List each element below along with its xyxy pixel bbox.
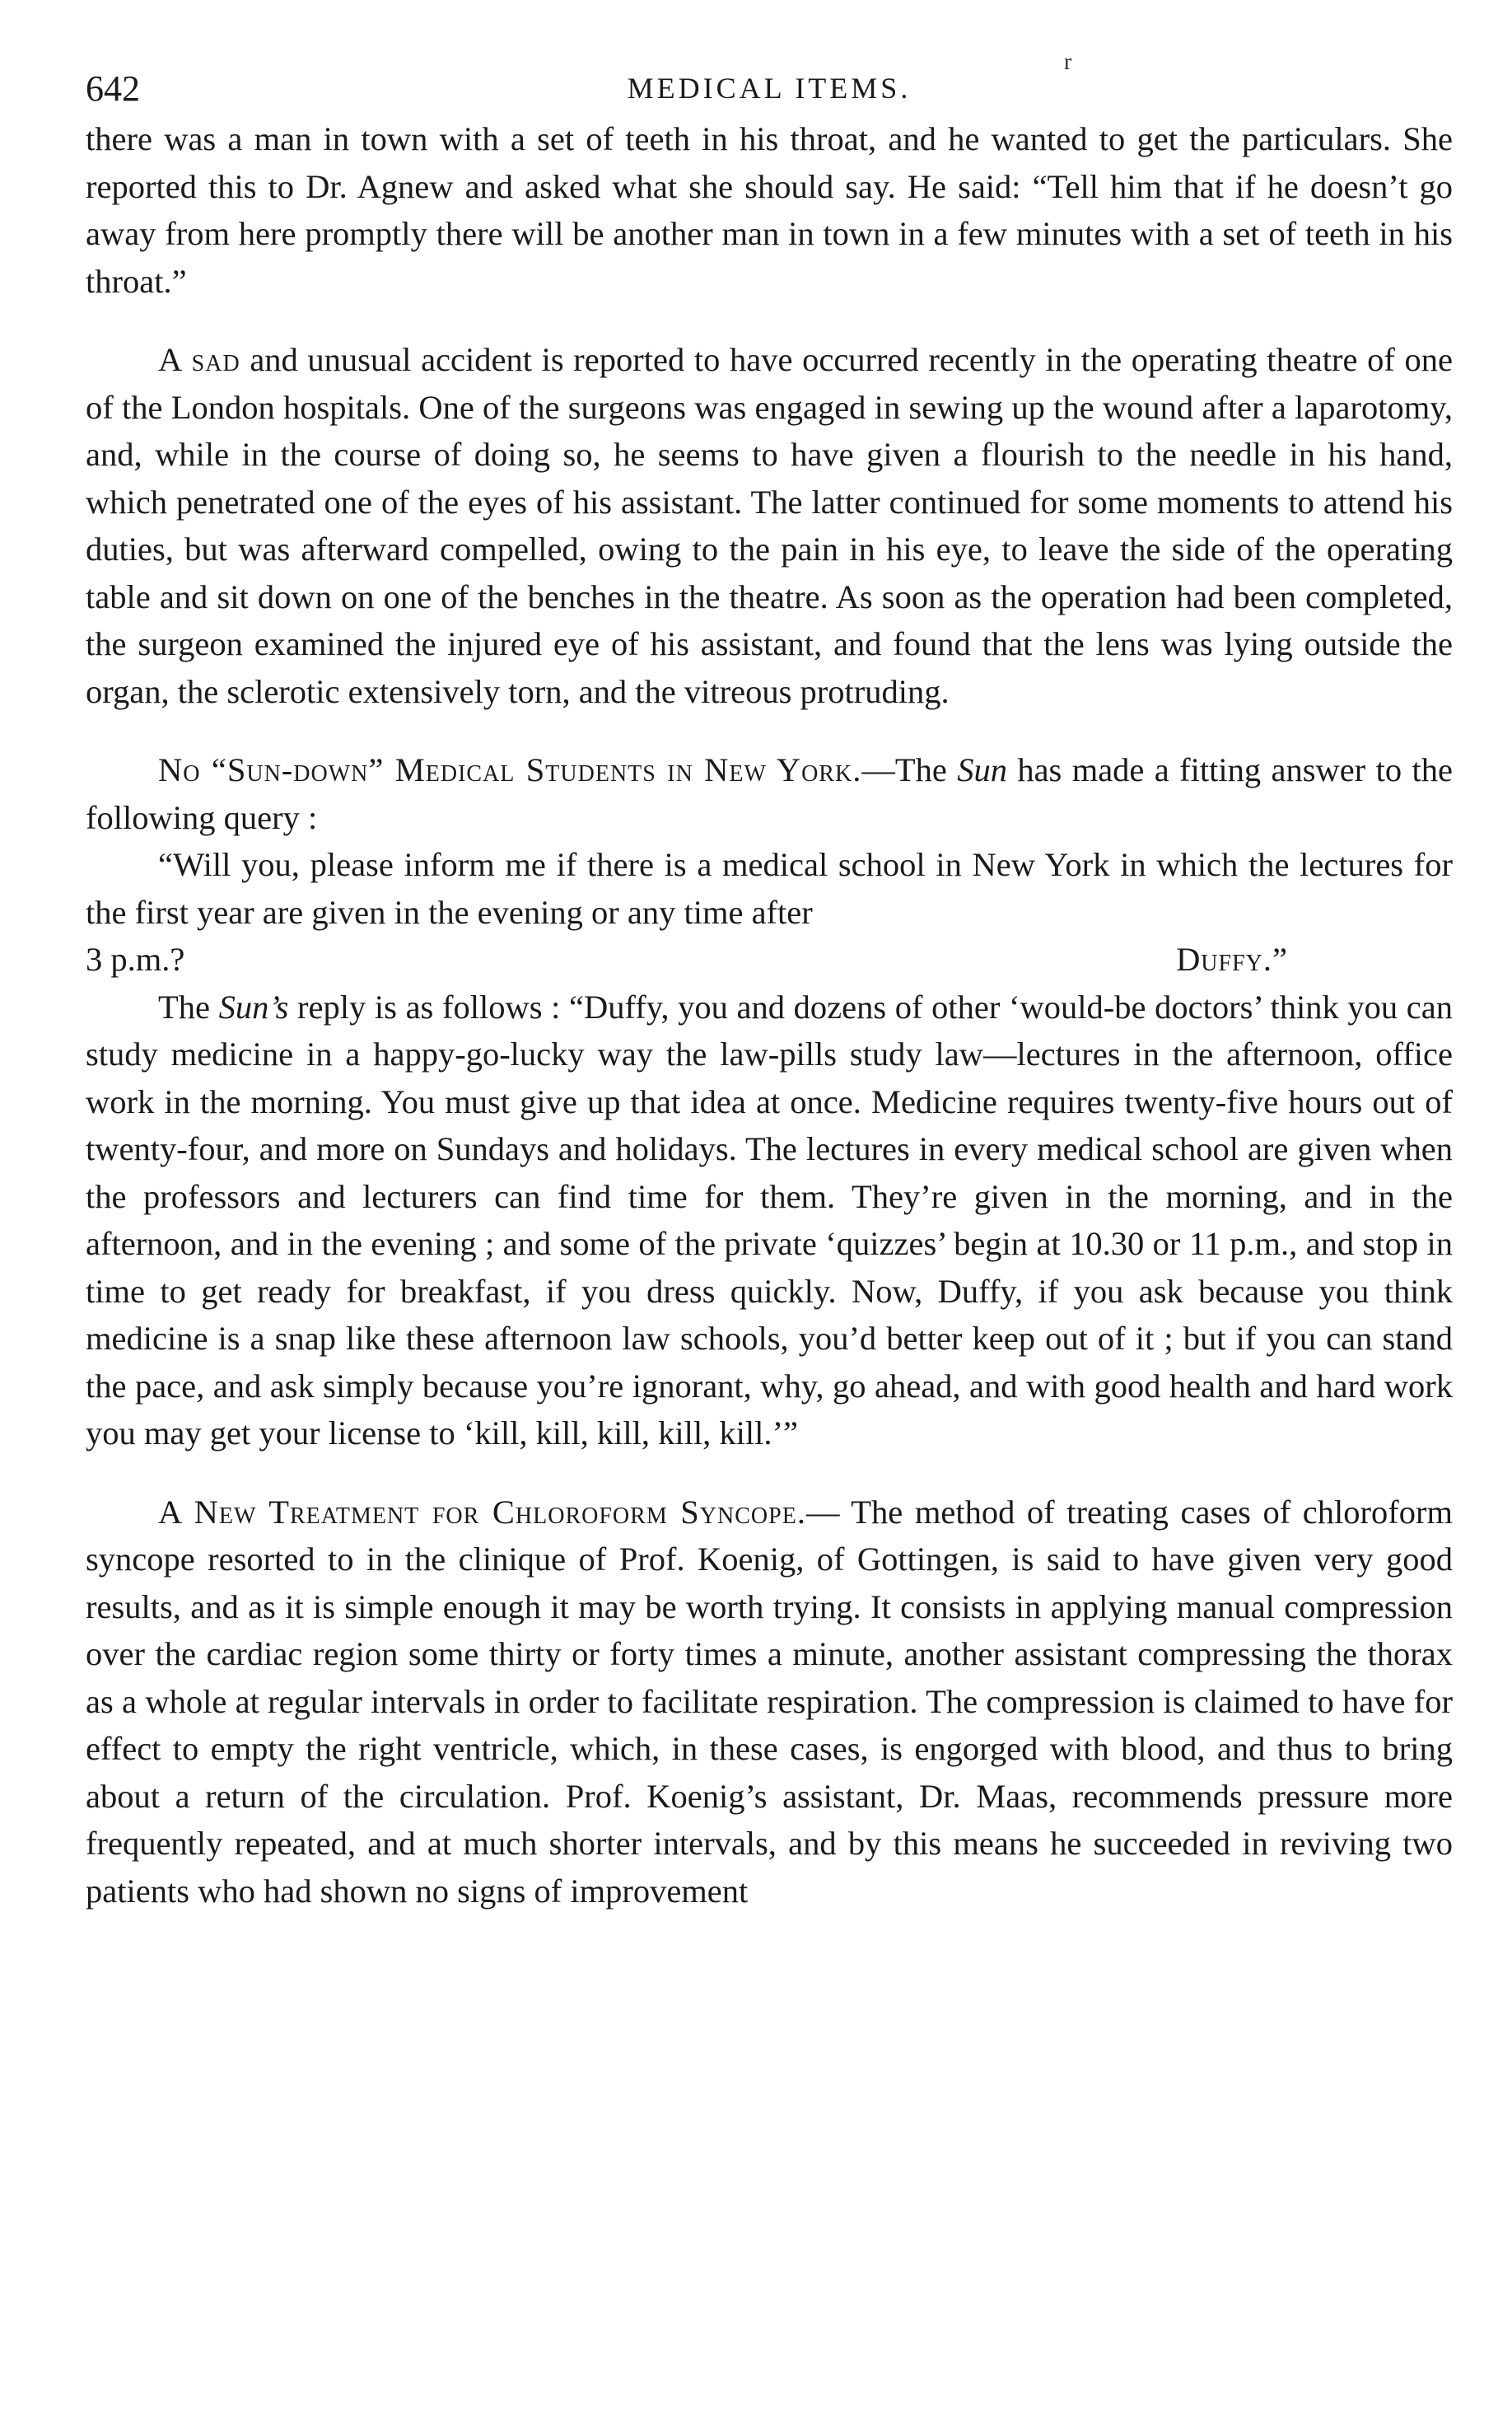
paragraph-text: —The (861, 751, 958, 788)
query-signature-line (86, 936, 1453, 984)
paragraph-query: “Will you, please inform me if there is a medical school in New York in which the lectures for the first year are given in the evening or any time after (86, 846, 1453, 931)
paragraph-text: and unusual accident is reported to have occurred recently in the operating theatre of one of the London hospitals. One of the surgeons was engaged in sewing up the wound after a laparotomy, and, while in the course of doing so, he seems to have given a flourish to the needle in his hand, which penetrated one of the eyes of his assistant. The latter continued for some moments to attend his duties, but was afterward compelled, owing to the pain in his eye, to leave the side of the operating table and sit down on one of the benches in the theatre. As soon as the operation had been completed, the surgeon examined the injured eye of his assistant, and found that the lens was lying outside the organ, the sclerotic extensively torn, and the vitreous protruding. (86, 341, 1453, 710)
newspaper-name: Sun (957, 751, 1007, 788)
paragraph-sundown-students (86, 746, 1453, 841)
running-title: MEDICAL ITEMS. (627, 72, 912, 105)
paragraph-lead-small-caps: A sad (158, 341, 240, 378)
paragraph-sad-accident (86, 336, 1453, 715)
paragraph-suns-reply (86, 984, 1453, 1457)
body-text (86, 115, 1453, 1914)
section-heading-chloroform: A New Treatment for Chloroform Syncope. (158, 1493, 806, 1531)
running-head (86, 49, 1453, 115)
paragraph-text: The (158, 988, 219, 1026)
stray-mark: r (1064, 49, 1072, 75)
newspaper-name: Sun’s (218, 988, 289, 1026)
paragraph-text: has made a fitting answer to the following query : (86, 751, 1453, 836)
paragraph-chloroform-syncope (86, 1489, 1453, 1915)
book-page (86, 49, 1453, 1914)
query-time: 3 p.m.? (86, 941, 185, 978)
paragraph-text: — The method of treating cases of chloroform syncope resorted to in the clinique of Prof. Koenig, of Gottingen, is said to have given very good results, and as it is simple enough it may be worth trying. It consists in applying manual compression over the cardiac region some thirty or forty times a minute, another assistant compressing the thorax as a whole at regular intervals in order to facilitate respiration. The compression is claimed to have for effect to empty the right ventricle, which, in these cases, is engorged with blood, and thus to bring about a return of the circulation. Prof. Koenig’s assistant, Dr. Maas, recommends pressure more frequently repeated, and at much shorter intervals, and by this means he succeeded in reviving two patients who had shown no signs of improvement (86, 1493, 1453, 1910)
paragraph-agnew-continuation: there was a man in town with a set of teeth in his throat, and he wanted to get the particulars. She reported this to Dr. Agnew and asked what she should say. He said: “Tell him that if he doesn’t go away from here promptly there will be another man in town in a few minutes with a set of teeth in his throat.” (86, 120, 1453, 300)
paragraph-text: reply is as follows : “Duffy, you and dozens of other ‘would-be doctors’ think you can study medicine in a happy-go-lucky way the law-pills study law—lectures in the afternoon, office work in the morning. You must give up that idea at once. Medicine requires twenty-five hours out of twenty-four, and more on Sundays and holidays. The lectures in every medical school are given when the professors and lecturers can find time for them. They’re given in the morning, and in the afternoon, and in the evening ; and some of the private ‘quizzes’ begin at 10.30 or 11 p.m., and stop in time to get ready for breakfast, if you dress quickly. Now, Duffy, if you ask because you think medicine is a snap like these afternoon law schools, you’d better keep out of it ; but if you can stand the pace, and ask simply because you’re ignorant, why, go ahead, and with good health and hard work you may get your license to ‘kill, kill, kill, kill, kill.’” (86, 988, 1453, 1452)
section-heading-sundown: No “Sun-down” Medical Students in New York. (158, 751, 862, 788)
query-signature: Duffy.” (1176, 941, 1288, 978)
page-number: 642 (86, 68, 140, 109)
